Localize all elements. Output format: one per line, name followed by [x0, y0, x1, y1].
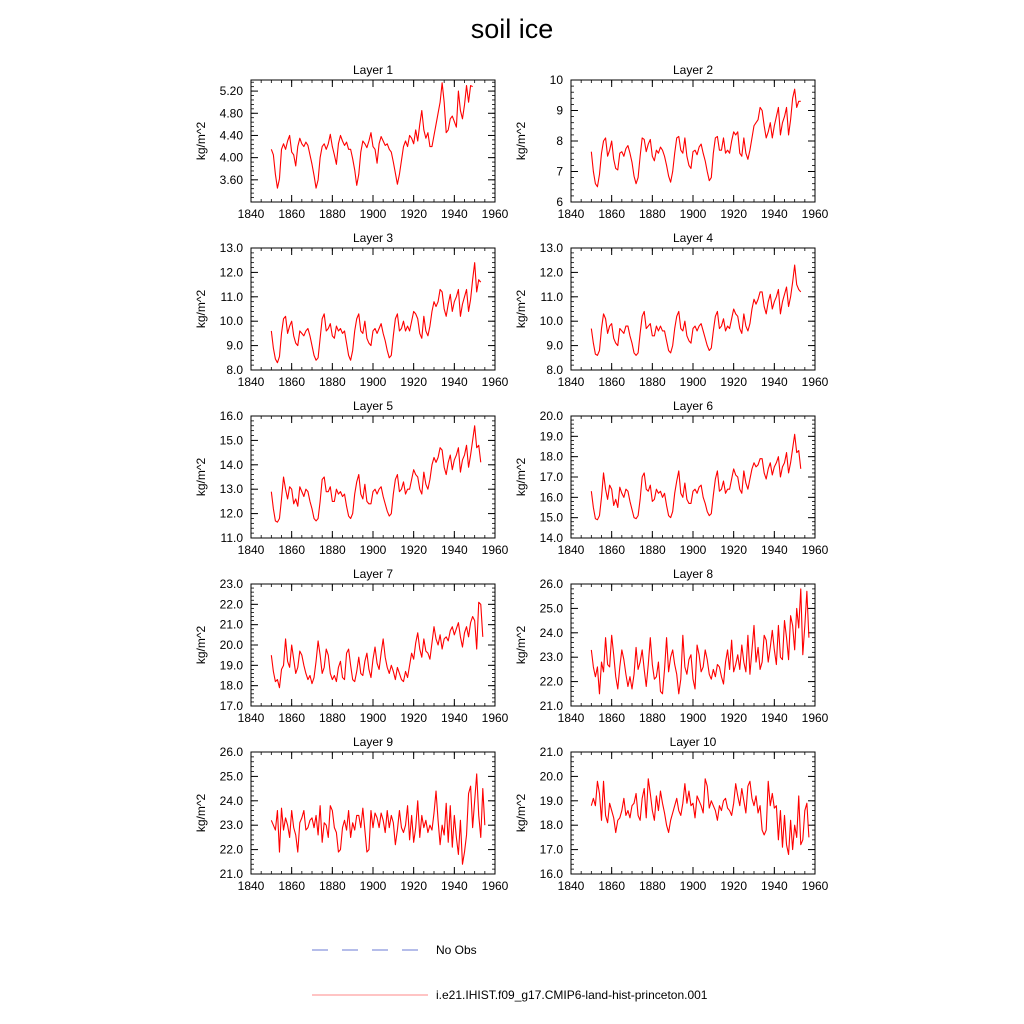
x-tick-label: 1860: [598, 711, 626, 725]
y-tick-label: 17.0: [539, 470, 563, 484]
y-tick-label: 5.20: [219, 84, 243, 99]
y-tick-label: 21.0: [219, 617, 243, 632]
y-axis-label: kg/m^2: [514, 289, 528, 329]
y-tick-label: 17.0: [539, 842, 563, 857]
plot-frame: [571, 584, 815, 706]
y-tick-label: 10.0: [219, 314, 243, 329]
panel-title: Layer 5: [352, 399, 394, 413]
x-tick-label: 1960: [801, 375, 829, 389]
y-tick-label: 21.0: [219, 867, 243, 881]
legend: [312, 943, 708, 1002]
y-tick-label: 19.0: [539, 793, 563, 808]
x-tick-label: 1940: [440, 207, 468, 221]
x-tick-label: 1900: [679, 375, 707, 389]
legend-label: i.e21.IHIST.f09_g17.CMIP6-land-hist-princeton.001: [436, 988, 708, 1002]
x-tick-label: 1880: [638, 879, 666, 893]
panel-layer-2: [514, 63, 829, 221]
y-tick-label: 3.60: [219, 172, 243, 187]
plot-frame: [251, 584, 495, 706]
x-tick-label: 1900: [679, 711, 707, 725]
x-tick-label: 1840: [237, 375, 265, 389]
y-tick-label: 24.0: [219, 793, 243, 808]
x-tick-label: 1900: [359, 543, 387, 557]
y-tick-label: 10.0: [539, 314, 563, 329]
panel-title: Layer 9: [352, 735, 394, 749]
x-tick-label: 1880: [318, 711, 346, 725]
y-axis-label: kg/m^2: [194, 625, 208, 665]
y-tick-label: 8: [556, 134, 563, 148]
x-tick-label: 1920: [720, 879, 748, 893]
panel-layer-7: [194, 567, 509, 725]
x-tick-label: 1860: [278, 543, 306, 557]
y-tick-label: 12.0: [219, 506, 243, 521]
panel-layer-1: [194, 63, 509, 221]
panel-layer-9: [194, 735, 509, 893]
y-tick-label: 18.0: [539, 449, 563, 464]
y-axis-label: kg/m^2: [514, 121, 528, 161]
x-tick-label: 1880: [638, 375, 666, 389]
x-tick-label: 1960: [801, 879, 829, 893]
y-tick-label: 23.0: [539, 650, 563, 665]
x-tick-label: 1920: [400, 543, 428, 557]
x-tick-label: 1880: [638, 207, 666, 221]
series-line: [271, 83, 472, 188]
series-line: [591, 265, 800, 355]
plot-frame: [251, 752, 495, 874]
panel-title: Layer 6: [672, 399, 714, 413]
plot-frame: [251, 248, 495, 370]
series-line: [591, 434, 800, 519]
series-line: [271, 263, 480, 363]
x-tick-label: 1900: [679, 879, 707, 893]
x-tick-label: 1840: [237, 879, 265, 893]
y-tick-label: 6: [556, 195, 563, 209]
y-tick-label: 22.0: [539, 674, 563, 689]
x-tick-label: 1880: [318, 879, 346, 893]
x-tick-label: 1840: [557, 711, 585, 725]
x-tick-label: 1940: [440, 375, 468, 389]
plot-frame: [571, 416, 815, 538]
x-tick-label: 1920: [720, 375, 748, 389]
x-tick-label: 1900: [359, 711, 387, 725]
x-tick-label: 1840: [557, 879, 585, 893]
y-tick-label: 9.0: [546, 338, 563, 353]
series-line: [591, 89, 800, 187]
x-tick-label: 1940: [760, 711, 788, 725]
y-tick-label: 21.0: [539, 699, 563, 713]
y-tick-label: 8.0: [226, 363, 243, 377]
y-tick-label: 14.0: [219, 457, 243, 472]
y-tick-label: 22.0: [219, 597, 243, 612]
x-tick-label: 1920: [400, 207, 428, 221]
x-tick-label: 1880: [318, 543, 346, 557]
y-tick-label: 23.0: [219, 818, 243, 833]
y-tick-label: 20.0: [539, 409, 563, 423]
y-tick-label: 9.0: [226, 338, 243, 353]
y-axis-label: kg/m^2: [514, 793, 528, 833]
y-tick-label: 4.80: [219, 106, 243, 121]
y-tick-label: 17.0: [219, 699, 243, 713]
y-tick-label: 9: [556, 103, 563, 118]
y-tick-label: 26.0: [539, 577, 563, 591]
y-tick-label: 23.0: [219, 577, 243, 591]
x-tick-label: 1880: [638, 711, 666, 725]
x-tick-label: 1920: [400, 375, 428, 389]
y-tick-label: 12.0: [539, 265, 563, 280]
x-tick-label: 1920: [400, 711, 428, 725]
x-tick-label: 1920: [720, 711, 748, 725]
x-tick-label: 1860: [598, 207, 626, 221]
x-tick-label: 1900: [359, 207, 387, 221]
y-tick-label: 10: [549, 73, 563, 87]
x-tick-label: 1960: [481, 879, 509, 893]
x-tick-label: 1960: [801, 207, 829, 221]
x-tick-label: 1880: [318, 207, 346, 221]
x-tick-label: 1840: [557, 375, 585, 389]
panel-layer-8: [514, 567, 829, 725]
x-tick-label: 1860: [278, 879, 306, 893]
x-tick-label: 1880: [318, 375, 346, 389]
y-tick-label: 4.00: [219, 150, 243, 165]
y-tick-label: 7: [556, 164, 563, 179]
panel-title: Layer 7: [352, 567, 394, 581]
x-tick-label: 1940: [440, 543, 468, 557]
panel-layer-3: [194, 231, 509, 389]
series-line: [271, 426, 480, 522]
x-tick-label: 1920: [720, 207, 748, 221]
panel-title: Layer 4: [672, 231, 714, 245]
x-tick-label: 1860: [598, 879, 626, 893]
legend-label: No Obs: [436, 943, 477, 957]
panel-title: Layer 10: [669, 735, 717, 749]
x-tick-label: 1940: [760, 207, 788, 221]
x-tick-label: 1920: [720, 543, 748, 557]
y-axis-label: kg/m^2: [514, 457, 528, 497]
x-tick-label: 1840: [557, 207, 585, 221]
series-line: [591, 779, 809, 855]
panel-layer-5: [194, 399, 509, 557]
x-tick-label: 1900: [679, 543, 707, 557]
x-tick-label: 1960: [481, 375, 509, 389]
x-tick-label: 1940: [760, 543, 788, 557]
y-tick-label: 11.0: [540, 289, 563, 304]
panel-title: Layer 2: [672, 63, 714, 77]
x-tick-label: 1920: [400, 879, 428, 893]
x-tick-label: 1860: [278, 711, 306, 725]
y-tick-label: 15.0: [219, 433, 243, 448]
y-tick-label: 19.0: [219, 658, 243, 673]
y-tick-label: 11.0: [220, 289, 243, 304]
y-tick-label: 13.0: [219, 241, 243, 255]
x-tick-label: 1860: [598, 543, 626, 557]
x-tick-label: 1900: [359, 375, 387, 389]
panel-title: Layer 3: [352, 231, 394, 245]
x-tick-label: 1960: [481, 207, 509, 221]
x-tick-label: 1860: [278, 375, 306, 389]
panel-layer-4: [514, 231, 829, 389]
y-axis-label: kg/m^2: [194, 457, 208, 497]
plot-frame: [571, 80, 815, 202]
y-tick-label: 25.0: [539, 601, 563, 616]
plot-frame: [251, 416, 495, 538]
x-tick-label: 1880: [638, 543, 666, 557]
y-axis-label: kg/m^2: [194, 289, 208, 329]
y-tick-label: 13.0: [539, 241, 563, 255]
x-tick-label: 1940: [440, 711, 468, 725]
y-tick-label: 18.0: [539, 818, 563, 833]
panel-title: Layer 8: [672, 567, 714, 581]
panel-layer-10: [514, 735, 829, 893]
y-tick-label: 18.0: [219, 678, 243, 693]
x-tick-label: 1960: [481, 543, 509, 557]
y-tick-label: 12.0: [219, 265, 243, 280]
x-tick-label: 1860: [278, 207, 306, 221]
x-tick-label: 1960: [481, 711, 509, 725]
x-tick-label: 1860: [598, 375, 626, 389]
x-tick-label: 1840: [237, 711, 265, 725]
panel-title: Layer 1: [352, 63, 394, 77]
y-tick-label: 4.40: [219, 128, 243, 143]
y-axis-label: kg/m^2: [194, 793, 208, 833]
x-tick-label: 1940: [760, 879, 788, 893]
y-axis-label: kg/m^2: [194, 121, 208, 161]
y-tick-label: 26.0: [219, 745, 243, 759]
series-line: [591, 589, 809, 694]
y-tick-label: 13.0: [219, 482, 243, 497]
y-axis-label: kg/m^2: [514, 625, 528, 665]
series-line: [271, 774, 485, 864]
y-tick-label: 24.0: [539, 625, 563, 640]
y-tick-label: 21.0: [539, 745, 563, 759]
x-tick-label: 1840: [237, 207, 265, 221]
y-tick-label: 20.0: [539, 769, 563, 784]
x-tick-label: 1840: [237, 543, 265, 557]
y-tick-label: 16.0: [539, 490, 563, 505]
y-tick-label: 19.0: [539, 429, 563, 444]
plot-frame: [571, 248, 815, 370]
y-tick-label: 16.0: [219, 409, 243, 423]
panel-layer-6: [514, 399, 829, 557]
chart-title: soil ice: [470, 14, 554, 44]
y-tick-label: 16.0: [539, 867, 563, 881]
x-tick-label: 1960: [801, 543, 829, 557]
x-tick-label: 1900: [359, 879, 387, 893]
x-tick-label: 1940: [760, 375, 788, 389]
y-tick-label: 14.0: [539, 531, 563, 545]
y-tick-label: 11.0: [220, 531, 243, 545]
y-tick-label: 25.0: [219, 769, 243, 784]
x-tick-label: 1940: [440, 879, 468, 893]
y-tick-label: 15.0: [539, 510, 563, 525]
plot-frame: [571, 752, 815, 874]
x-tick-label: 1900: [679, 207, 707, 221]
x-tick-label: 1960: [801, 711, 829, 725]
y-tick-label: 8.0: [546, 363, 563, 377]
series-line: [271, 602, 482, 687]
y-tick-label: 22.0: [219, 842, 243, 857]
y-tick-label: 20.0: [219, 638, 243, 652]
x-tick-label: 1840: [557, 543, 585, 557]
